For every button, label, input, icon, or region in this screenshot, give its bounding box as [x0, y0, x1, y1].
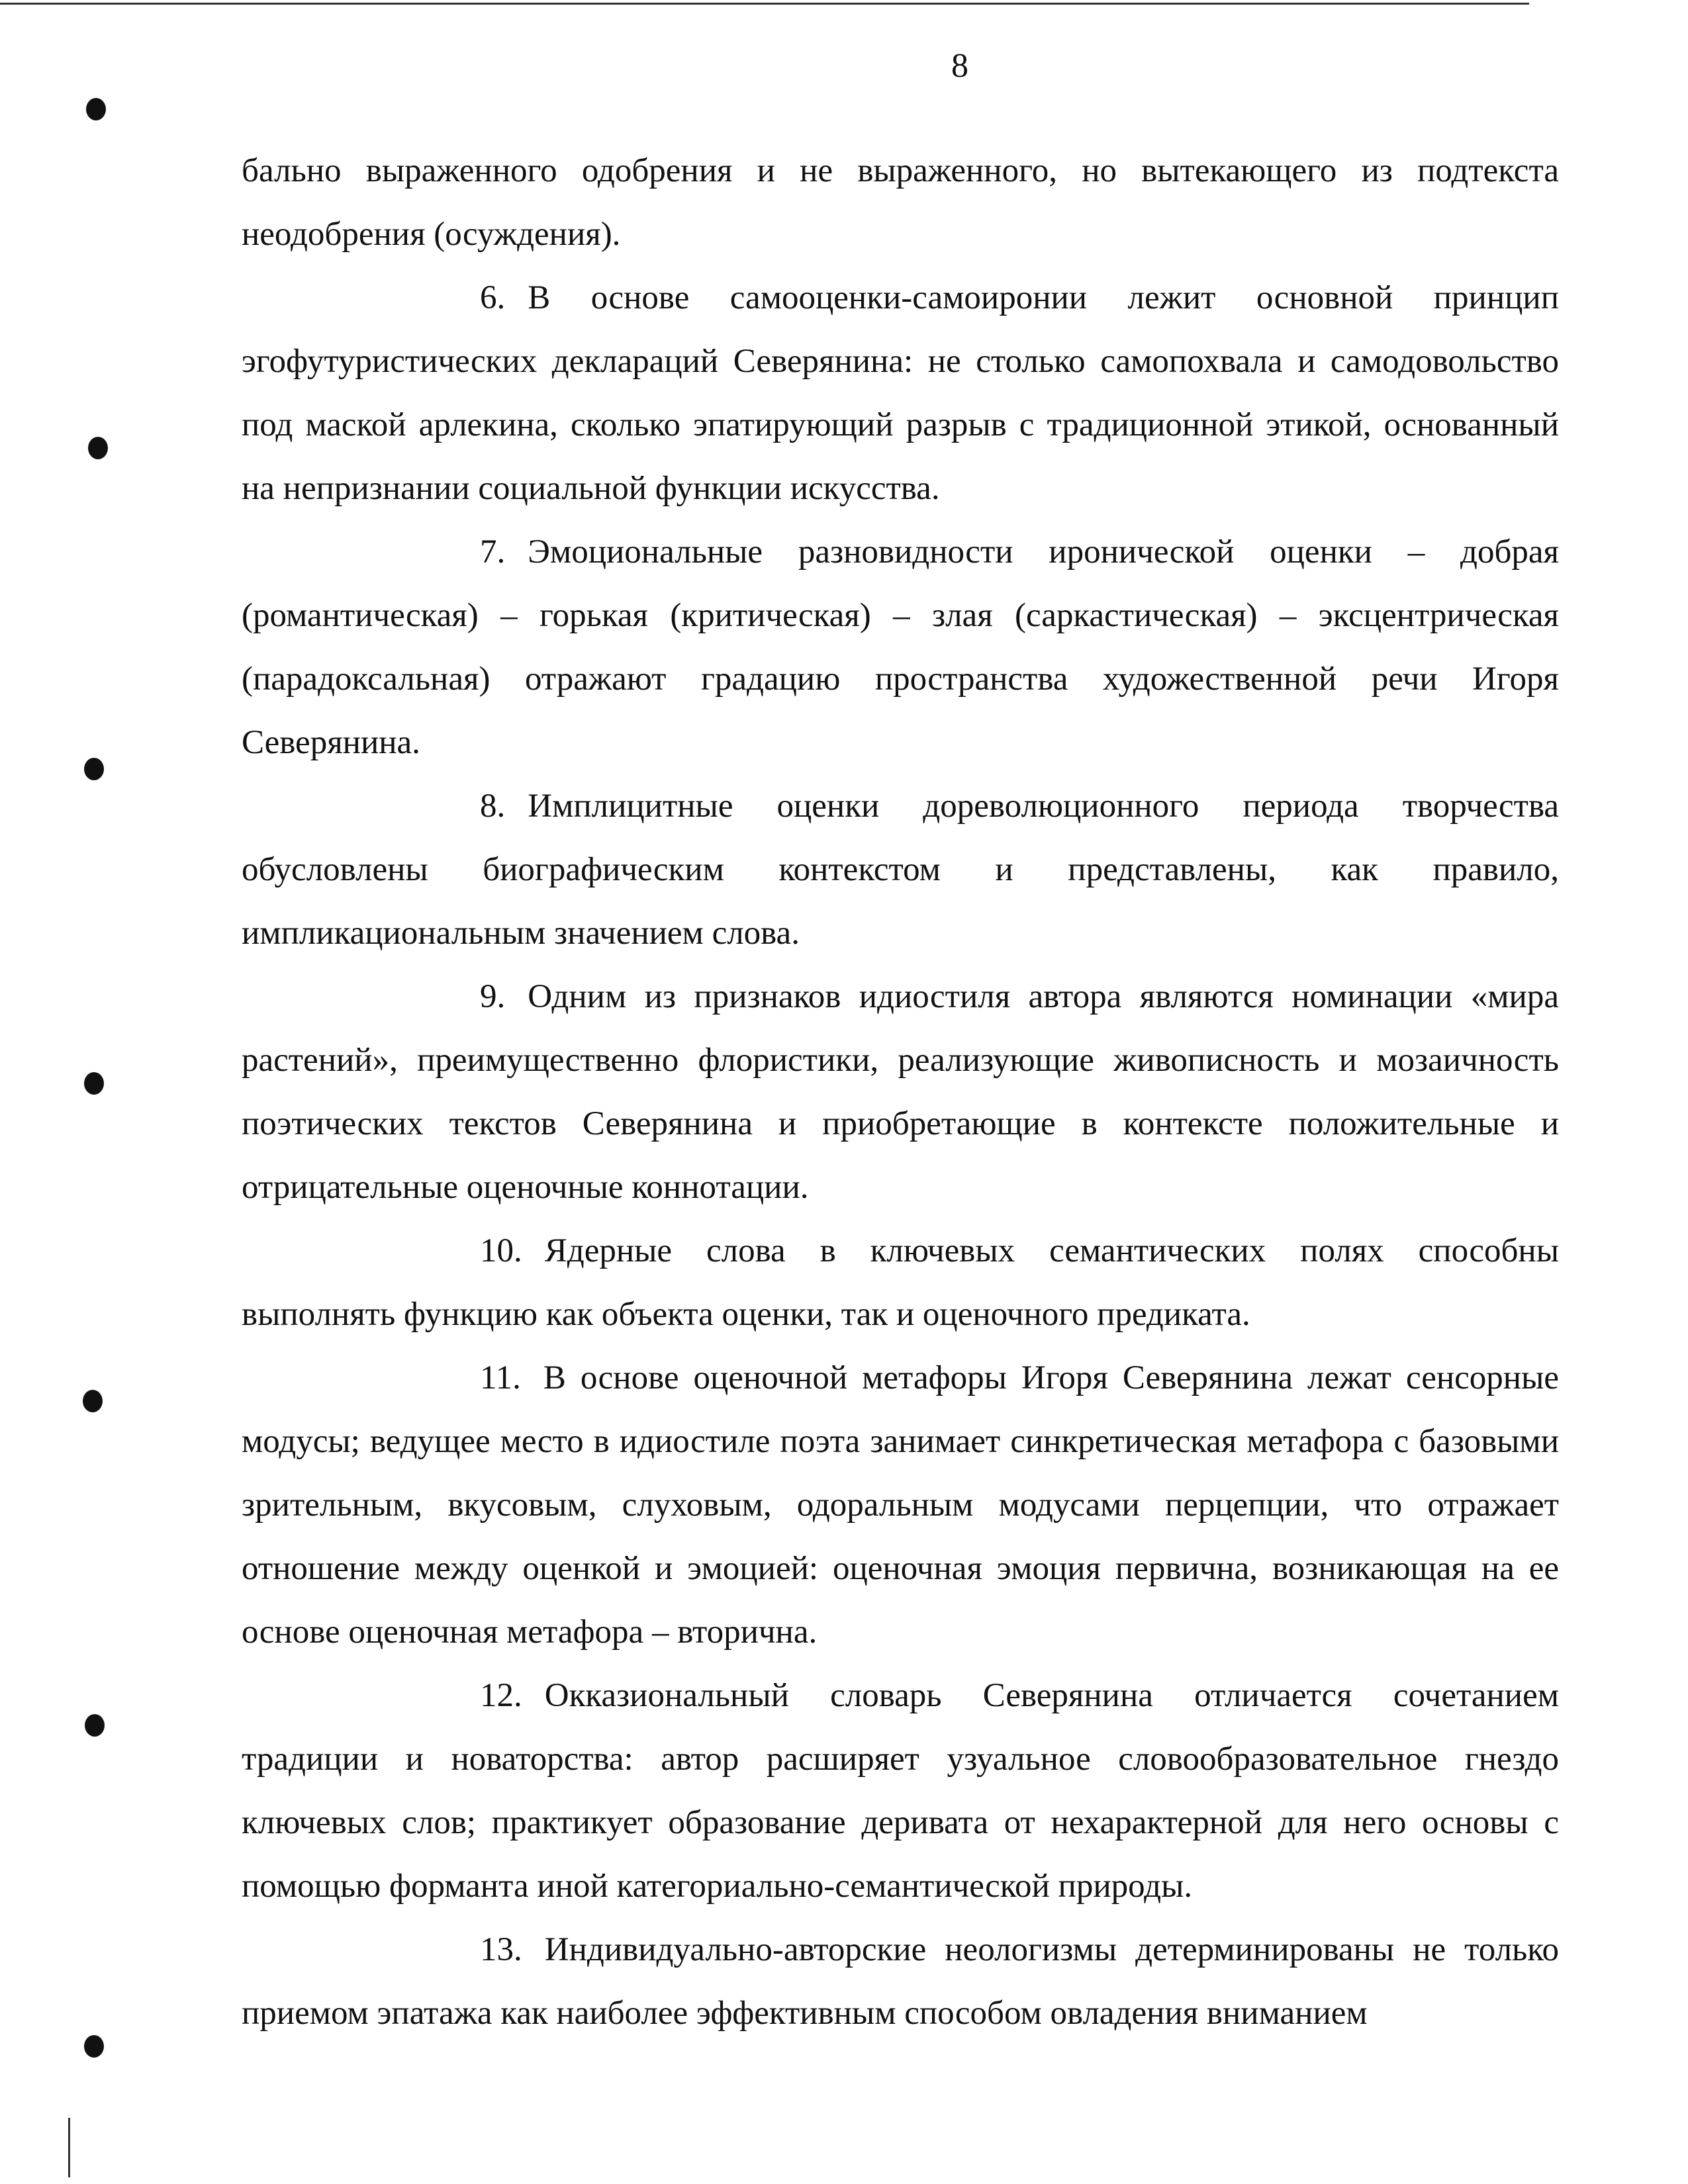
text-body — [242, 139, 1559, 2045]
paragraph-text: Индивидуально-авторские неологизмы детерминированы не только приемом эпатажа как наиболее эффективным способом овладения вниманием — [242, 1931, 1559, 2032]
page-number: 8 — [951, 47, 968, 85]
paragraph-8 — [242, 774, 1559, 965]
punch-hole — [85, 1714, 105, 1737]
paragraph-6 — [242, 266, 1559, 520]
paragraph-text: Ядерные слова в ключевых семантических полях способны выполнять функцию как объекта оценки, так и оценочного предиката. — [242, 1232, 1559, 1333]
paragraph-9 — [242, 965, 1559, 1219]
paragraph-number: 12. — [480, 1677, 522, 1714]
paragraph-number: 11. — [480, 1359, 521, 1396]
paragraph-13 — [242, 1918, 1559, 2045]
paragraph-text: Одним из признаков идиостиля автора являются номинации «мира растений», преимущественно флористики, реализующие живописность и мозаичность поэтических текстов Северянина и приобретающие в контексте положительные и отрицательные оценочные коннотации. — [242, 978, 1559, 1206]
paragraph-number: 6. — [480, 279, 506, 316]
punch-hole — [84, 1072, 104, 1095]
paragraph-number: 7. — [480, 533, 506, 570]
top-rule — [0, 3, 1529, 5]
punch-hole — [84, 758, 104, 780]
paragraph-text: бально выраженного одобрения и не выраженного, но вытекающего из подтекста неодобрения (осуждения). — [242, 152, 1559, 253]
punch-hole — [88, 437, 108, 459]
paragraph-text: Окказиональный словарь Северянина отличается сочетанием традиции и новаторства: автор расширяет узуальное словообразовательное гнездо ключевых слов; практикует образование деривата от нехарактерной для него основы с помощью форманта иной категориально-семантической природы. — [242, 1677, 1559, 1905]
paragraph-continuation — [242, 139, 1559, 266]
paragraph-text: В основе оценочной метафоры Игоря Северянина лежат сенсорные модусы; ведущее место в идиостиле поэта занимает синкретическая метафора с базовыми зрительным, вкусовым, слуховым, одоральным модусами перцепции, что отражает отношение между оценкой и эмоцией: оценочная эмоция первична, возникающая на ее основе оценочная метафора – вторична. — [242, 1359, 1559, 1651]
paragraph-number: 10. — [480, 1232, 522, 1269]
paragraph-number: 13. — [480, 1931, 522, 1968]
paragraph-number: 8. — [480, 788, 506, 825]
paragraph-text: Имплицитные оценки дореволюционного периода творчества обусловлены биографическим контекстом и представлены, как правило, импликациональным значением слова. — [242, 788, 1559, 952]
punch-hole — [84, 2035, 104, 2058]
paragraph-10 — [242, 1219, 1559, 1346]
paragraph-text: Эмоциональные разновидности иронической оценки – добрая (романтическая) – горькая (критическая) – злая (саркастическая) – эксцентрическая (парадоксальная) отражают градацию пространства художественной речи Игоря Северянина. — [242, 533, 1559, 761]
margin-mark — [68, 2118, 70, 2177]
paragraph-7 — [242, 520, 1559, 774]
punch-hole — [86, 98, 106, 120]
paragraph-text: В основе самооценки-самоиронии лежит основной принцип эгофутуристических деклараций Северянина: не столько самопохвала и самодовольство под маской арлекина, сколько эпатирующий разрыв с традиционной этикой, основанный на непризнании социальной функции искусства. — [242, 279, 1559, 507]
punch-hole — [83, 1390, 103, 1412]
paragraph-number: 9. — [480, 978, 506, 1015]
paragraph-11 — [242, 1346, 1559, 1664]
paragraph-12 — [242, 1664, 1559, 1918]
